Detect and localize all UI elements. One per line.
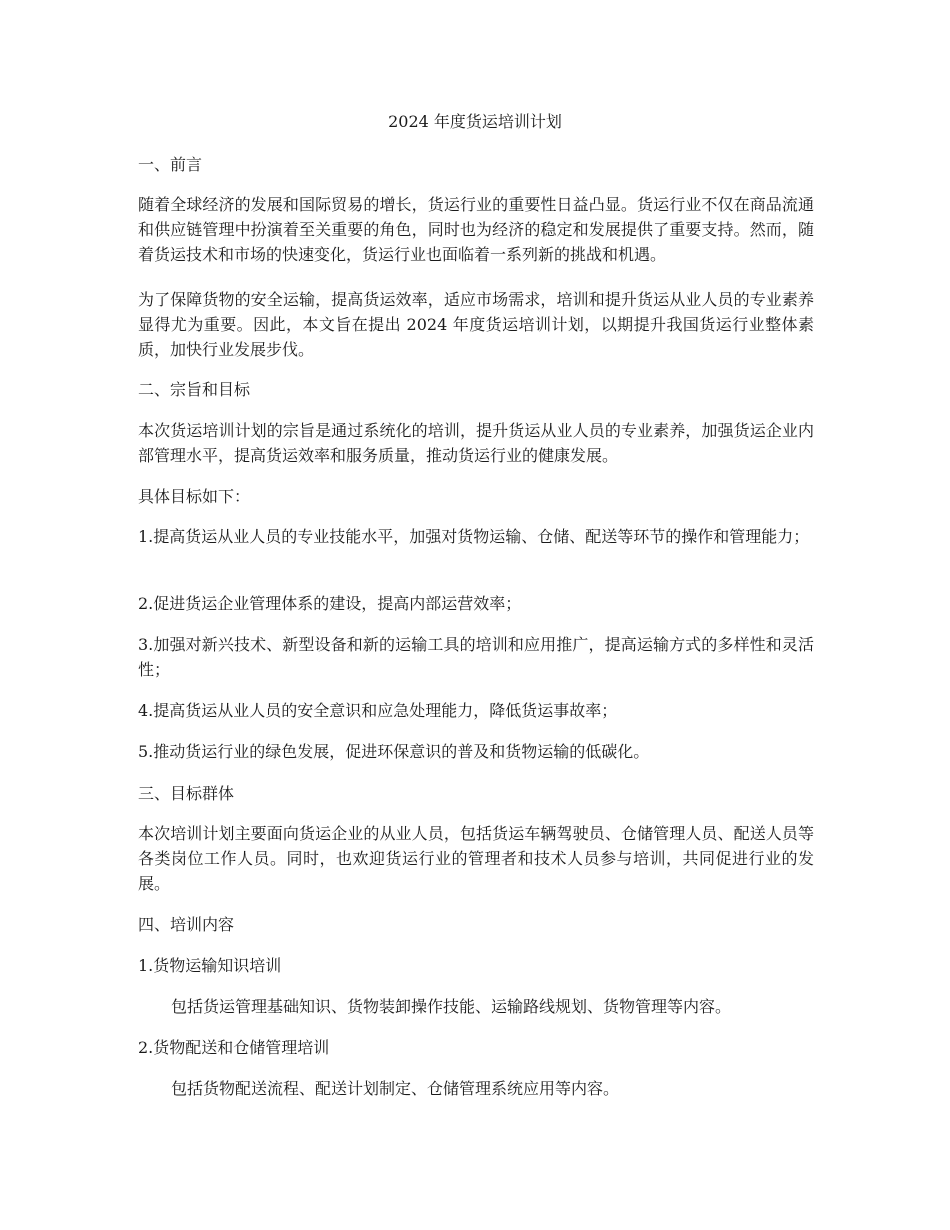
section-heading-content: 四、培训内容: [138, 915, 235, 934]
preface-paragraph-2: 为了保障货物的安全运输，提高货运效率，适应市场需求，培训和提升货运从业人员的专业素养显得尤为重要。因此，本文旨在提出 2024 年度货运培训计划，以期提升我国货运行业整体素质，加快行业发展步伐。: [138, 290, 814, 359]
section-heading-audience: 三、目标群体: [138, 784, 235, 803]
goals-intro: 具体目标如下：: [138, 487, 251, 506]
goal-item: 3.加强对新兴技术、新型设备和新的运输工具的培训和应用推广，提高运输方式的多样性和灵活性；: [138, 635, 814, 679]
section-heading-preface: 一、前言: [138, 155, 203, 174]
content-item-description: 包括货物配送流程、配送计划制定、仓储管理系统应用等内容。: [171, 1079, 620, 1098]
goal-item: 4.提高货运从业人员的安全意识和应急处理能力，降低货运事故率；: [138, 701, 618, 720]
preface-paragraph-1: 随着全球经济的发展和国际贸易的增长，货运行业的重要性日益凸显。货运行业不仅在商品流通和供应链管理中扮演着至关重要的角色，同时也为经济的稳定和发展提供了重要支持。然而，随着货运技术和市场的快速变化，货运行业也面临着一系列新的挑战和机遇。: [138, 195, 814, 264]
content-item-title: 2.货物配送和仓储管理培训: [138, 1038, 330, 1057]
audience-paragraph: 本次培训计划主要面向货运企业的从业人员，包括货运车辆驾驶员、仓储管理人员、配送人员等各类岗位工作人员。同时，也欢迎货运行业的管理者和技术人员参与培训，共同促进行业的发展。: [138, 824, 814, 893]
section-heading-goals: 二、宗旨和目标: [138, 380, 251, 399]
goals-paragraph-1: 本次货运培训计划的宗旨是通过系统化的培训，提升货运从业人员的专业素养，加强货运企业内部管理水平，提高货运效率和服务质量，推动货运行业的健康发展。: [138, 421, 814, 465]
content-item-title: 1.货物运输知识培训: [138, 956, 282, 975]
document-title: 2024 年度货运培训计划: [388, 112, 562, 131]
goal-item: 2.促进货运企业管理体系的建设，提高内部运营效率；: [138, 594, 522, 613]
goal-item: 1.提高货运从业人员的专业技能水平，加强对货物运输、仓储、配送等环节的操作和管理能力；: [138, 527, 810, 546]
goal-item: 5.推动货运行业的绿色发展，促进环保意识的普及和货物运输的低碳化。: [138, 742, 650, 761]
content-item-description: 包括货运管理基础知识、货物装卸操作技能、运输路线规划、货物管理等内容。: [171, 997, 732, 1016]
